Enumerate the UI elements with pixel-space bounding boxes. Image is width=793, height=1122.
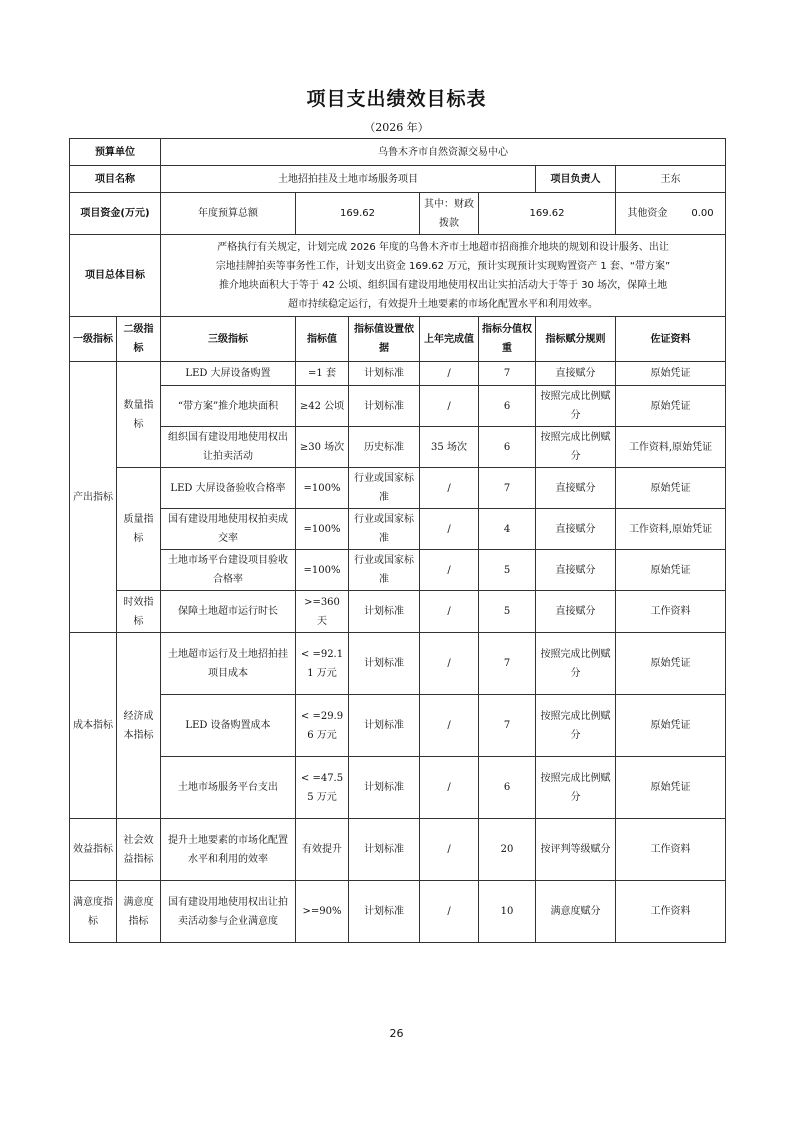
- project-name-label: 项目名称: [70, 166, 161, 193]
- header-evidence: 佐证资料: [616, 317, 726, 362]
- indicator-value: < =29.96 万元: [296, 695, 349, 757]
- indicator-weight: 6: [479, 386, 536, 427]
- indicator-last: /: [420, 468, 479, 509]
- indicator-last: /: [420, 633, 479, 695]
- indicator-rule: 按照完成比例赋分: [536, 427, 616, 468]
- table-row: [70, 633, 726, 695]
- table-row: [70, 757, 726, 819]
- indicator-evidence: 工作资料: [616, 881, 726, 943]
- indicator-rule: 按照完成比例赋分: [536, 757, 616, 819]
- budget-unit-row: [70, 139, 726, 166]
- indicator-name: 国有建设用地使用权出让拍卖活动参与企业满意度: [161, 881, 296, 943]
- indicator-value: < =47.55 万元: [296, 757, 349, 819]
- indicator-last: 35 场次: [420, 427, 479, 468]
- indicator-basis: 行业或国家标准: [349, 550, 420, 591]
- indicator-evidence: 原始凭证: [616, 695, 726, 757]
- goal-label: 项目总体目标: [70, 235, 161, 317]
- header-level2: 二级指标: [117, 317, 161, 362]
- header-last: 上年完成值: [420, 317, 479, 362]
- indicator-rule: 直接赋分: [536, 468, 616, 509]
- indicator-basis: 计划标准: [349, 362, 420, 386]
- group-quality: 质量指标: [117, 468, 161, 591]
- indicator-basis: 计划标准: [349, 819, 420, 881]
- indicator-evidence: 原始凭证: [616, 633, 726, 695]
- goal-line: 宗地挂牌拍卖等事务性工作，计划支出资金 169.62 万元，预计实现预计实现购置资产 1 套、“带方案”: [215, 260, 671, 272]
- indicator-basis: 计划标准: [349, 695, 420, 757]
- indicator-name: 组织国有建设用地使用权出让拍卖活动: [161, 427, 296, 468]
- indicator-value: =100%: [296, 468, 349, 509]
- header-basis: 指标值设置依据: [349, 317, 420, 362]
- indicator-basis: 计划标准: [349, 633, 420, 695]
- group-output: 产出指标: [70, 362, 117, 633]
- group-satisfaction-sub: 满意度指标: [117, 881, 161, 943]
- goal-row: [70, 235, 726, 317]
- project-name-value: 土地招拍挂及土地市场服务项目: [161, 166, 536, 193]
- indicator-rule: 直接赋分: [536, 509, 616, 550]
- indicator-weight: 4: [479, 509, 536, 550]
- indicator-rule: 按照完成比例赋分: [536, 386, 616, 427]
- indicator-evidence: 工作资料,原始凭证: [616, 427, 726, 468]
- indicator-value: ≥30 场次: [296, 427, 349, 468]
- other-funds-label: 其他资金: [627, 208, 668, 219]
- goal-text: [161, 235, 726, 317]
- indicator-weight: 6: [479, 757, 536, 819]
- indicator-last: /: [420, 881, 479, 943]
- group-cost: 成本指标: [70, 633, 117, 819]
- indicator-name: 土地市场服务平台支出: [161, 757, 296, 819]
- indicator-last: /: [420, 386, 479, 427]
- funds-row: [70, 193, 726, 235]
- indicator-basis: 历史标准: [349, 427, 420, 468]
- indicator-weight: 20: [479, 819, 536, 881]
- budget-unit-value: 乌鲁木齐市自然资源交易中心: [161, 139, 726, 166]
- manager-label: 项目负责人: [536, 166, 616, 193]
- indicator-evidence: 原始凭证: [616, 757, 726, 819]
- header-level3: 三级指标: [161, 317, 296, 362]
- indicator-basis: 行业或国家标准: [349, 509, 420, 550]
- indicator-name: 保障土地超市运行时长: [161, 591, 296, 633]
- indicator-last: /: [420, 550, 479, 591]
- indicator-rule: 按评判等级赋分: [536, 819, 616, 881]
- indicator-name: “带方案”推介地块面积: [161, 386, 296, 427]
- indicator-evidence: 工作资料: [616, 819, 726, 881]
- indicator-name: 土地超市运行及土地招拍挂项目成本: [161, 633, 296, 695]
- budget-unit-label: 预算单位: [70, 139, 161, 166]
- annual-budget-label: 年度预算总额: [161, 193, 296, 235]
- indicator-last: /: [420, 695, 479, 757]
- indicator-value: =1 套: [296, 362, 349, 386]
- indicator-basis: 计划标准: [349, 386, 420, 427]
- indicator-weight: 7: [479, 695, 536, 757]
- year-label: （2026 年）: [364, 121, 429, 134]
- indicator-evidence: 原始凭证: [616, 386, 726, 427]
- fiscal-value: 169.62: [479, 193, 616, 235]
- indicator-evidence: 原始凭证: [616, 468, 726, 509]
- indicator-rule: 按照完成比例赋分: [536, 633, 616, 695]
- indicator-evidence: 原始凭证: [616, 362, 726, 386]
- indicator-evidence: 原始凭证: [616, 550, 726, 591]
- indicator-name: LED 设备购置成本: [161, 695, 296, 757]
- project-name-row: [70, 166, 726, 193]
- indicator-last: /: [420, 757, 479, 819]
- indicator-weight: 10: [479, 881, 536, 943]
- group-social-benefit: 社会效益指标: [117, 819, 161, 881]
- indicator-last: /: [420, 509, 479, 550]
- indicator-weight: 7: [479, 633, 536, 695]
- table-row: [70, 550, 726, 591]
- indicator-rule: 直接赋分: [536, 550, 616, 591]
- indicator-weight: 5: [479, 550, 536, 591]
- other-funds-cell: [616, 193, 726, 235]
- indicator-value: 有效提升: [296, 819, 349, 881]
- indicator-basis: 计划标准: [349, 757, 420, 819]
- indicator-rule: 直接赋分: [536, 591, 616, 633]
- indicator-weight: 5: [479, 591, 536, 633]
- performance-table: [69, 138, 726, 943]
- indicator-basis: 行业或国家标准: [349, 468, 420, 509]
- indicator-value: < =92.11 万元: [296, 633, 349, 695]
- indicator-name: 土地市场平台建设项目验收合格率: [161, 550, 296, 591]
- table-row: [70, 362, 726, 386]
- table-row: [70, 509, 726, 550]
- indicator-rule: 满意度赋分: [536, 881, 616, 943]
- indicator-weight: 7: [479, 362, 536, 386]
- indicator-basis: 计划标准: [349, 881, 420, 943]
- indicator-evidence: 工作资料,原始凭证: [616, 509, 726, 550]
- table-row: [70, 427, 726, 468]
- header-rule: 指标赋分规则: [536, 317, 616, 362]
- table-row: [70, 819, 726, 881]
- indicator-last: /: [420, 819, 479, 881]
- table-row: [70, 591, 726, 633]
- table-row: [70, 881, 726, 943]
- indicator-last: /: [420, 362, 479, 386]
- indicator-value: >=360 天: [296, 591, 349, 633]
- group-satisfaction: 满意度指标: [70, 881, 117, 943]
- header-row: [70, 317, 726, 362]
- annual-budget-value: 169.62: [296, 193, 420, 235]
- indicator-evidence: 工作资料: [616, 591, 726, 633]
- group-quantity: 数量指标: [117, 362, 161, 468]
- other-funds-value: 0.00: [691, 208, 714, 219]
- goal-line: 推介地块面积大于等于 42 公顷、组织国有建设用地使用权出让实拍活动大于等于 30 场次，保障土地: [218, 279, 668, 291]
- fiscal-label: 其中：财政拨款: [420, 193, 479, 235]
- indicator-name: LED 大屏设备验收合格率: [161, 468, 296, 509]
- indicator-last: /: [420, 591, 479, 633]
- indicator-name: LED 大屏设备购置: [161, 362, 296, 386]
- goal-line: 超市持续稳定运行，有效提升土地要素的市场化配置水平和利用效率。: [288, 298, 599, 310]
- table-row: [70, 386, 726, 427]
- page-number: 26: [389, 1027, 404, 1040]
- indicator-value: =100%: [296, 509, 349, 550]
- indicator-value: =100%: [296, 550, 349, 591]
- indicator-name: 国有建设用地使用权拍卖成交率: [161, 509, 296, 550]
- indicator-rule: 直接赋分: [536, 362, 616, 386]
- header-level1: 一级指标: [70, 317, 117, 362]
- goal-line: 严格执行有关规定，计划完成 2026 年度的乌鲁木齐市土地超市招商推介地块的规划和设计服务、出让: [217, 241, 669, 253]
- manager-value: 王东: [616, 166, 726, 193]
- indicator-value: ≥42 公顷: [296, 386, 349, 427]
- table-row: [70, 468, 726, 509]
- group-timeliness: 时效指标: [117, 591, 161, 633]
- indicator-weight: 7: [479, 468, 536, 509]
- page-title: 项目支出绩效目标表: [306, 88, 487, 110]
- header-value: 指标值: [296, 317, 349, 362]
- indicator-rule: 按照完成比例赋分: [536, 695, 616, 757]
- indicator-value: >=90%: [296, 881, 349, 943]
- indicator-name: 提升土地要素的市场化配置水平和利用的效率: [161, 819, 296, 881]
- indicator-weight: 6: [479, 427, 536, 468]
- group-economic-cost: 经济成本指标: [117, 633, 161, 819]
- header-weight: 指标分值权重: [479, 317, 536, 362]
- indicator-basis: 计划标准: [349, 591, 420, 633]
- group-benefit: 效益指标: [70, 819, 117, 881]
- funds-label: 项目资金(万元): [70, 193, 161, 235]
- table-row: [70, 695, 726, 757]
